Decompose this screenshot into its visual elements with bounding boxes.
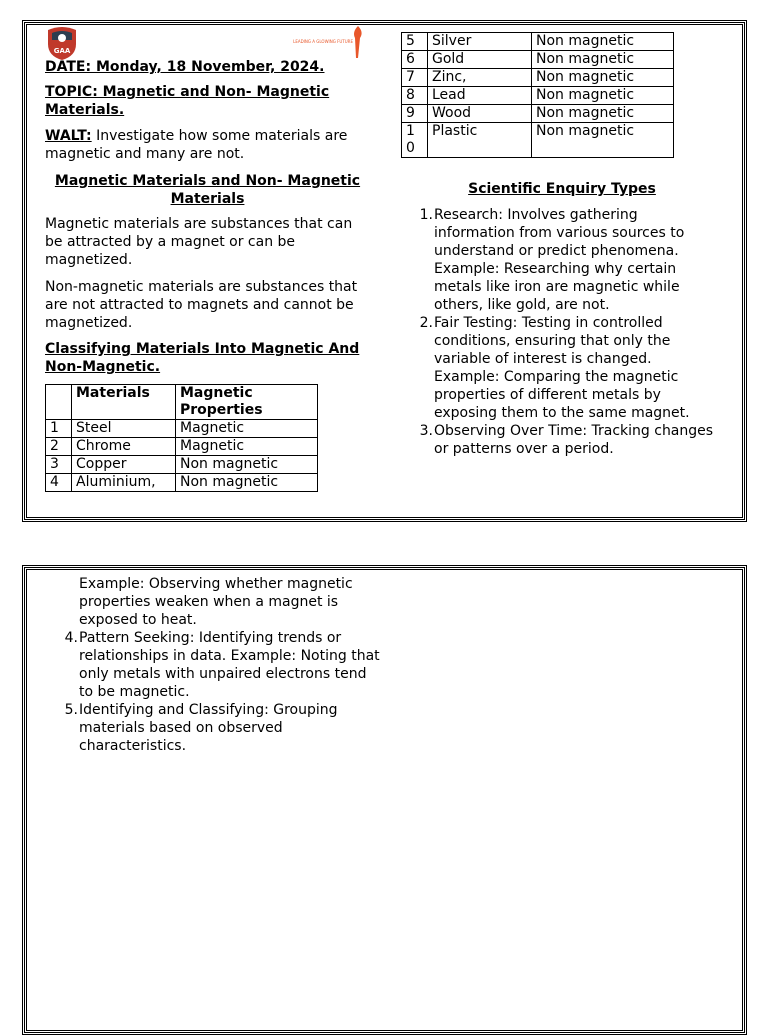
walt-statement [45,127,370,163]
row-material: Aluminium, [72,474,176,492]
table-row [46,438,318,456]
row-material: Plastic [428,123,532,158]
row-property: Non magnetic [532,33,674,51]
continued-example: Example: Observing whether magnetic properties weaken when a magnet is exposed to heat. [79,576,353,628]
row-material: Gold [428,51,532,69]
section-title: Magnetic Materials and Non- Magnetic Materials [54,173,361,207]
table-row [402,51,674,69]
table-header-row [46,385,318,420]
walt-text: Investigate how some materials are magnetic and many are not. [45,128,348,162]
non-magnetic-definition: Non-magnetic materials are substances that are not attracted to magnets and cannot be magnetized. [45,279,358,331]
table-row [46,420,318,438]
row-property: Magnetic [176,438,318,456]
row-property: Magnetic [176,420,318,438]
table-row [402,123,674,158]
row-material: Steel [72,420,176,438]
table-row [46,456,318,474]
row-property: Non magnetic [176,474,318,492]
table-row [402,33,674,51]
row-num: 6 [402,51,428,69]
item-number: 4. [64,630,78,646]
list-item [415,314,715,422]
item-text: Fair Testing: Testing in controlled conditions, ensuring that only the variable of interest is changed. Example: Comparing the magnetic properties of different metals by exposing them to the same magnet. [434,315,690,421]
torch-tagline-logo [293,24,366,60]
row-material: Wood [428,105,532,123]
table-row [402,69,674,87]
item-number: 1. [419,207,433,223]
walt-label: WALT: [45,128,92,144]
badge-text: GAA [53,47,71,55]
list-item [415,206,715,314]
row-material: Copper [72,456,176,474]
row-material: Zinc, [428,69,532,87]
school-badge-logo [44,26,80,60]
enquiry-list-continued [60,575,380,755]
classify-title: Classifying Materials Into Magnetic And Non-Magnetic. [45,341,360,375]
item-text: Research: Involves gathering information from various sources to understand or predict phenomena. Example: Researching why certain metals like iron are magnetic while others, like gold, are not. [434,207,685,313]
item-number: 5. [64,702,78,718]
item-number: 2. [419,315,433,331]
materials-table-part-2 [401,32,674,158]
row-num: 5 [402,33,428,51]
item-text: Observing Over Time: Tracking changes or patterns over a period. [434,423,714,457]
row-property: Non magnetic [532,51,674,69]
tagline-text: LEADING A GLOWING FUTURE [293,39,353,44]
enquiry-list [415,206,715,458]
row-num: 1 0 [402,123,428,158]
header-num [46,385,72,420]
table-row [402,105,674,123]
row-num: 1 [46,420,72,438]
table-row [402,87,674,105]
magnetic-definition: Magnetic materials are substances that can be attracted by a magnet or can be magnetized. [45,216,353,268]
row-property: Non magnetic [176,456,318,474]
row-num: 3 [46,456,72,474]
list-item [60,701,380,755]
lesson-date: DATE: Monday, 18 November, 2024. [45,59,325,75]
row-num: 9 [402,105,428,123]
item-text: Identifying and Classifying: Grouping materials based on observed characteristics. [79,702,338,754]
materials-table-part-1 [45,384,318,492]
row-property: Non magnetic [532,87,674,105]
row-property: Non magnetic [532,69,674,87]
item-text: Pattern Seeking: Identifying trends or relationships in data. Example: Noting that only metals with unpaired electrons tend to be magnetic. [79,630,380,700]
list-item [60,629,380,701]
item-number: 3. [419,423,433,439]
row-num: 8 [402,87,428,105]
row-num: 7 [402,69,428,87]
row-material: Lead [428,87,532,105]
table-row [46,474,318,492]
row-property: Non magnetic [532,123,674,158]
header-properties: Magnetic Properties [176,385,318,420]
row-num: 4 [46,474,72,492]
row-property: Non magnetic [532,105,674,123]
row-material: Chrome [72,438,176,456]
lesson-topic: TOPIC: Magnetic and Non- Magnetic Materials. [45,84,330,118]
row-num: 2 [46,438,72,456]
list-item [415,422,715,458]
enquiry-list-2 [60,629,380,755]
header-materials: Materials [72,385,176,420]
row-material: Silver [428,33,532,51]
enquiry-title: Scientific Enquiry Types [468,181,656,197]
